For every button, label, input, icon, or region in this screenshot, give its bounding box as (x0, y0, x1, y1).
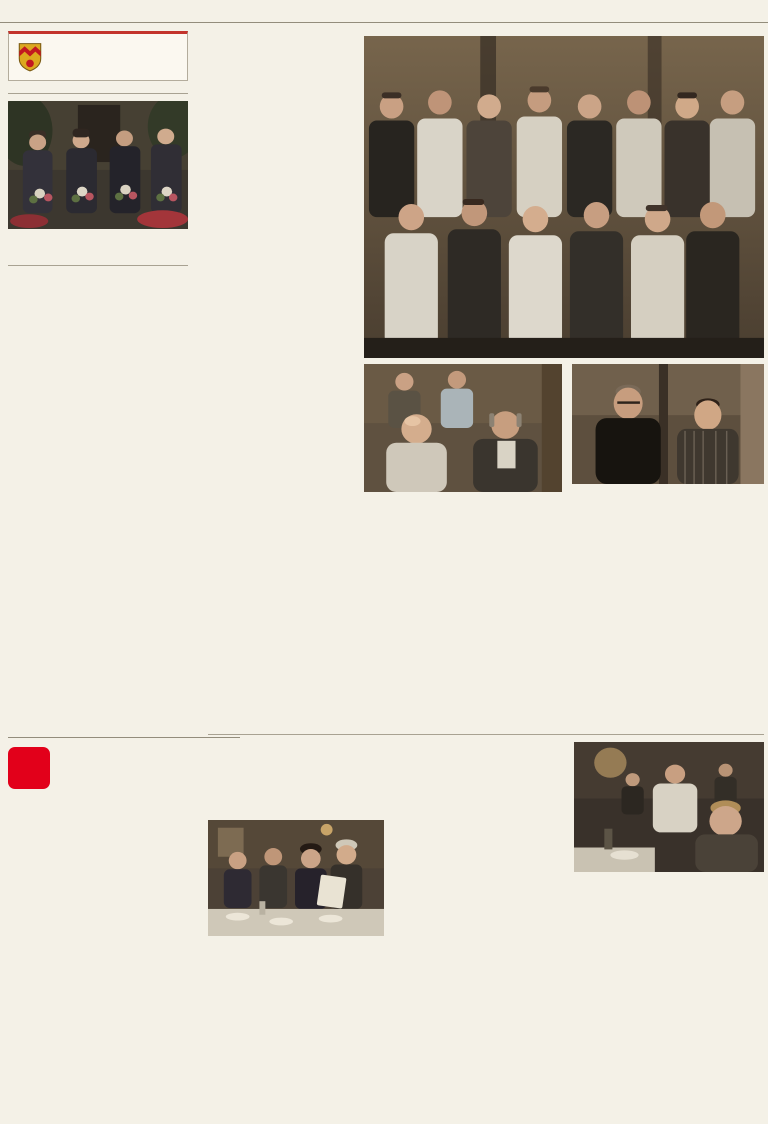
town-crest-icon (17, 42, 43, 72)
witthake-photo (574, 742, 764, 875)
evening-party-photo (574, 742, 764, 872)
article-column (364, 498, 459, 728)
photo-block-ortskaiser (364, 364, 562, 728)
group-photo (364, 36, 764, 358)
article-column (673, 490, 765, 728)
divider (8, 93, 188, 94)
masthead (0, 0, 768, 23)
article-column (450, 752, 562, 816)
article-column (574, 875, 665, 1012)
town-brand-box (8, 31, 188, 81)
advent-concert-photo (8, 101, 188, 229)
main-article (208, 29, 766, 1107)
article-column (208, 752, 320, 816)
issue-block (12, 8, 384, 19)
article-left-column (208, 36, 354, 728)
article-column (329, 752, 441, 816)
table-group-photo (208, 820, 384, 936)
mv-logo (8, 747, 50, 789)
rehers-photo (208, 820, 384, 1012)
article-column (393, 820, 473, 1012)
board-group-photo (364, 36, 764, 364)
two-men-photo (572, 364, 764, 484)
termine-listing (8, 273, 188, 728)
article-column (482, 820, 562, 1012)
article-column (572, 490, 664, 728)
article-column (674, 875, 765, 1012)
publisher-footer (8, 737, 240, 789)
masthead-date (384, 16, 756, 19)
termine-column-1 (8, 273, 94, 728)
publisher-info (61, 747, 77, 789)
family-article (208, 734, 764, 1012)
two-men-photo (364, 364, 562, 492)
sidebar (8, 29, 188, 1107)
divider (8, 265, 188, 266)
termine-column-2 (103, 273, 189, 728)
article-column (468, 498, 563, 728)
photo-block-kaulingfrecks (572, 364, 764, 728)
group-photo-flowers (8, 101, 188, 229)
